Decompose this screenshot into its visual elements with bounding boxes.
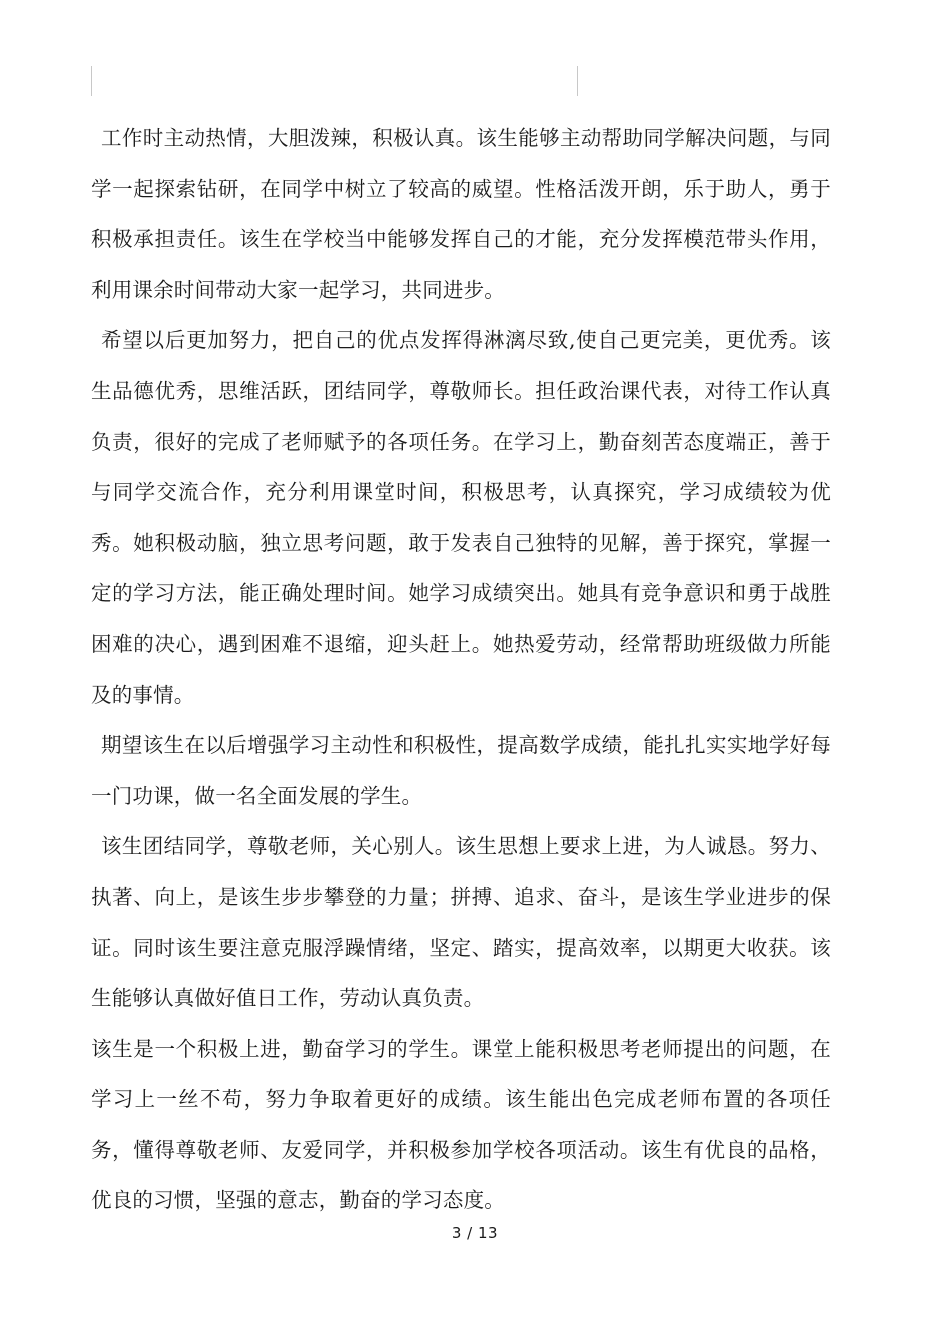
paragraph-1: 工作时主动热情，大胆泼辣，积极认真。该生能够主动帮助同学解决问题，与同学一起探索钻研，在同学中树立了较高的威望。性格活泼开朗，乐于助人，勇于积极承担责任。该生在学校当中能够发挥自己的才能，充分发挥模范带头作用，利用课余时间带动大家一起学习，共同进步。 <box>91 126 831 302</box>
page-number: 3 / 13 <box>451 1224 499 1242</box>
paragraph-4: 该生团结同学，尊敬老师，关心别人。该生思想上要求上进，为人诚恳。努力、执著、向上，是该生步步攀登的力量；拼搏、追求、奋斗，是该生学业进步的保证。同时该生要注意克服浮躁情绪，坚定、踏实，提高效率，以期更大收获。该生能够认真做好值日工作，劳动认真负责。 <box>91 834 831 1011</box>
header-margin-mark-left <box>91 66 92 96</box>
paragraph-3: 期望该生在以后增强学习主动性和积极性，提高数学成绩，能扎扎实实地学好每一门功课，做一名全面发展的学生。 <box>91 733 831 808</box>
paragraph-5: 该生是一个积极上进，勤奋学习的学生。课堂上能积极思考老师提出的问题，在学习上一丝不苟，努力争取着更好的成绩。该生能出色完成老师布置的各项任务，懂得尊敬老师、友爱同学，并积极参加学校各项活动。该生有优良的品格，优良的习惯，坚强的意志，勤奋的学习态度。 <box>91 1036 831 1213</box>
header-margin-mark-right <box>577 66 578 96</box>
paragraph-2: 希望以后更加努力，把自己的优点发挥得淋漓尽致,使自己更完美，更优秀。该生品德优秀，思维活跃，团结同学，尊敬师长。担任政治课代表，对待工作认真负责，很好的完成了老师赋予的各项任务。在学习上，勤奋刻苦态度端正，善于与同学交流合作，充分利用课堂时间，积极思考，认真探究，学习成绩较为优秀。她积极动脑，独立思考问题，敢于发表自己独特的见解，善于探究，掌握一定的学习方法，能正确处理时间。她学习成绩突出。她具有竞争意识和勇于战胜困难的决心，遇到困难不退缩，迎头赶上。她热爱劳动，经常帮助班级做力所能及的事情。 <box>91 328 831 707</box>
document-body <box>91 113 831 1226</box>
